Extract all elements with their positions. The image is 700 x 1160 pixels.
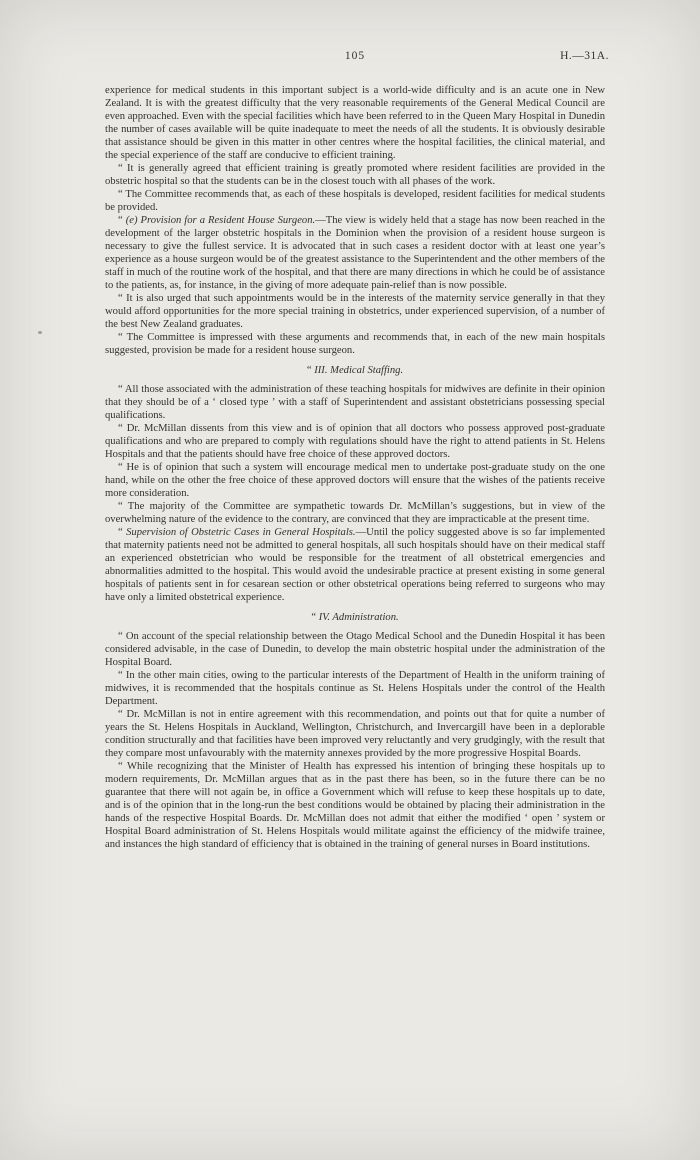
paragraph: “ (e) Provision for a Resident House Surgeon.—The view is widely held that a stage has now been reached in the development of the larger obstetric hospitals in the Dominion when the provision of a resident house surgeon is necessary to give the fullest service. It is advocated that in such cases a resident doctor with at least one year’s experience as a house surgeon would be of the greatest assistance to the Superintendent and the other members of the staff in much of the routine work of the hospital, and that there are many directions in which he could be of assistance to the patients, as, for instance, in the giving of more adequate pain-relief than is now possible. bbox=[105, 215, 605, 291]
paragraph: “ In the other main cities, owing to the particular interests of the Department of Health in the uniform training of midwives, it is recommended that the hospitals continue as St. Helens Hospitals under the control of the Health Department. bbox=[105, 670, 605, 707]
page-body bbox=[105, 84, 605, 851]
paragraph: “ All those associated with the administration of these teaching hospitals for midwives are definite in their opinion that they should be of a ‘ closed type ’ with a staff of Superintendent and assistant obstetricians possessing special qualifications. bbox=[105, 384, 605, 421]
paragraph: “ The Committee is impressed with these arguments and recommends that, in each of the new main hospitals suggested, provision be made for a resident house surgeon. bbox=[105, 332, 605, 356]
heading-text: III. Medical Staffing. bbox=[314, 365, 404, 376]
section-heading: “ III. Medical Staffing. bbox=[306, 365, 404, 376]
italic-lead: Supervision of Obstetric Cases in General Hospitals. bbox=[126, 527, 356, 538]
paragraph: “ While recognizing that the Minister of Health has expressed his intention of bringing these hospitals up to modern requirements, Dr. McMillan argues that as in the past there has been, so in the future there can be no guarantee that there will not again be, in office a Government which will refuse to keep these hospitals up to date, and is of the opinion that in the long-run the best conditions would be obtained by placing their administration in the hands of the respective Hospital Boards. Dr. McMillan does not admit that either the modified ‘ open ’ system or Hospital Board administration of St. Helens Hospitals would militate against the efficiency of the midwife trainee, and instances the high standard of efficiency that is obtained in the training of general nurses in Board institutions. bbox=[105, 761, 605, 850]
paragraph: “ It is also urged that such appointments would be in the interests of the maternity service generally in that they would afford opportunities for the more special training in obstetrics, under experienced supervision, of a number of the best New Zealand graduates. bbox=[105, 293, 605, 330]
italic-lead: (e) Provision for a Resident House Surgeon. bbox=[125, 215, 316, 226]
section-heading: “ IV. Administration. bbox=[311, 612, 399, 623]
paragraph: “ The Committee recommends that, as each of these hospitals is developed, resident facilities for medical students be provided. bbox=[105, 189, 605, 213]
paragraph: “ On account of the special relationship between the Otago Medical School and the Dunedin Hospital it has been considered advisable, in the case of Dunedin, to develop the main obstetric hospital under the administration of the Hospital Board. bbox=[105, 631, 605, 668]
paragraph: “ It is generally agreed that efficient training is greatly promoted where resident facilities are provided in the obstetric hospital so that the students can be in the closest touch with all phases of the work. bbox=[105, 163, 605, 187]
paragraph: experience for medical students in this important subject is a world-wide difficulty and is an acute one in New Zealand. It is with the greatest difficulty that the very reasonable requirements of the General Medical Council are even approached. Even with the special facilities which have been referred to in the Queen Mary Hospital in Dunedin the number of cases available will be quite inadequate to meet the needs of all the students. It is obviously desirable that assistance should be given in this matter in other centres where the hospital facilities, the clinical material, and the special experience of the staff are conducive to efficient training. bbox=[105, 85, 605, 161]
heading-text: IV. Administration. bbox=[318, 612, 399, 623]
paragraph: “ The majority of the Committee are sympathetic towards Dr. McMillan’s suggestions, but in view of the overwhelming nature of the evidence to the contrary, are convinced that they are impracticable at the present time. bbox=[105, 501, 605, 525]
paragraph: “ Supervision of Obstetric Cases in General Hospitals.—Until the policy suggested above is so far implemented that maternity patients need not be admitted to general hospitals, all such hospitals should have on their medical staff an experienced obstetrician who would be responsible for the treatment of all obstetrical emergencies and abnormalities admitted to the hospital. This would avoid the undesirable practice at present existing in some general hospitals of patients sent in for cesarean section or other obstetrical operations being referred to surgeons who may have only a limited obstetrical experience. bbox=[105, 527, 606, 603]
page-number: 105 bbox=[344, 50, 366, 62]
page-header bbox=[105, 50, 609, 64]
paragraph: “ He is of opinion that such a system will encourage medical men to undertake post-graduate study on the one hand, while on the other the free choice of these approved doctors will ensure that the wishes of the patients receive more consideration. bbox=[105, 462, 605, 499]
document-reference: H.—31A. bbox=[560, 50, 609, 62]
scan-speck bbox=[38, 331, 42, 334]
paragraph: “ Dr. McMillan dissents from this view and is of opinion that all doctors who possess approved post-graduate qualifications and who are prepared to comply with regulations should have the right to attend patients in St. Helens Hospitals and that the patients should have free choice of these approved doctors. bbox=[105, 423, 605, 460]
paragraph: “ Dr. McMillan is not in entire agreement with this recommendation, and points out that for quite a number of years the St. Helens Hospitals in Auckland, Wellington, Christchurch, and Invercargill have been in a deplorable condition structurally and that facilities have been improved very reluctantly and very grudgingly, with the result that they compare most unfavourably with the maternity annexes provided by the more progressive Hospital Boards. bbox=[105, 709, 605, 759]
